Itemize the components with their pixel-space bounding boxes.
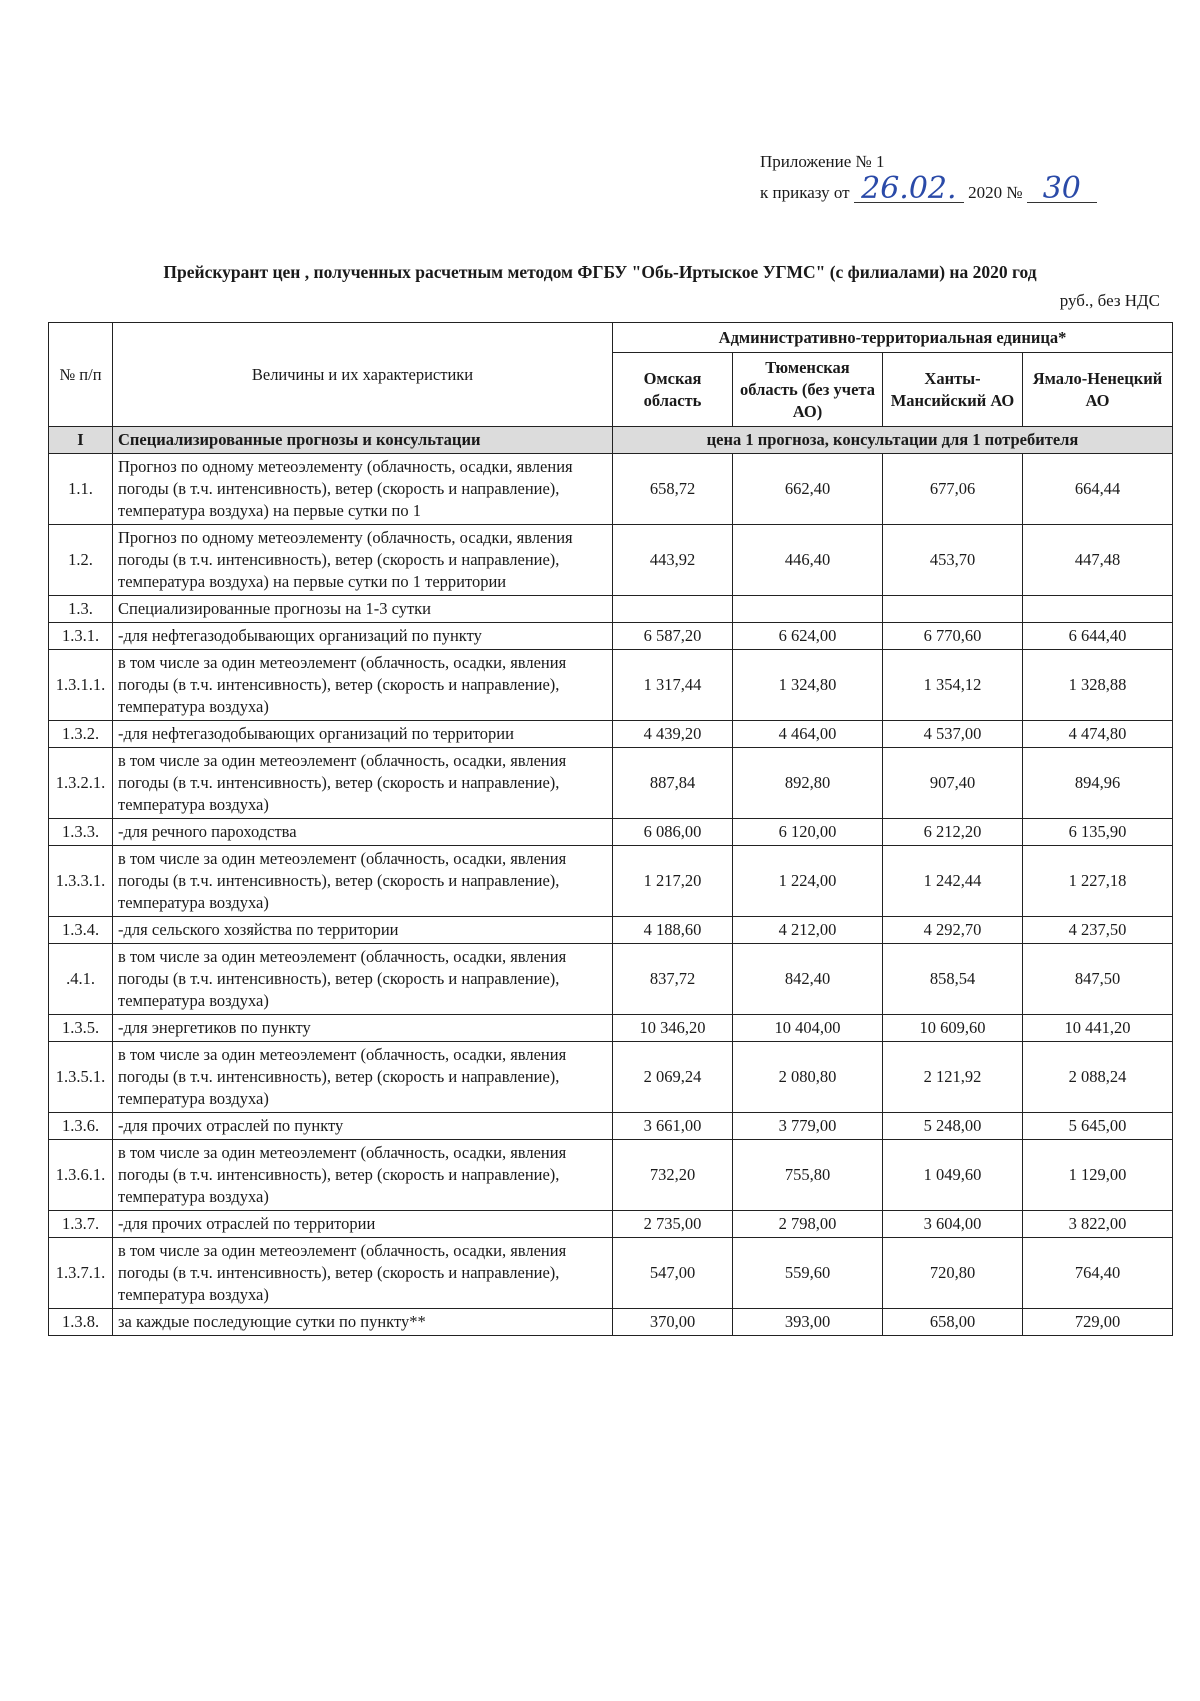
row-value: 732,20 xyxy=(613,1140,733,1211)
header-region-group: Административно-территориальная единица* xyxy=(613,323,1173,353)
row-value: 5 645,00 xyxy=(1023,1113,1173,1140)
row-value: 3 822,00 xyxy=(1023,1211,1173,1238)
table-row xyxy=(49,525,1173,596)
row-value xyxy=(1023,596,1173,623)
row-value: 6 086,00 xyxy=(613,819,733,846)
table-row xyxy=(49,846,1173,917)
row-value: 5 248,00 xyxy=(883,1113,1023,1140)
table-row xyxy=(49,748,1173,819)
row-value: 658,72 xyxy=(613,454,733,525)
row-value: 664,44 xyxy=(1023,454,1173,525)
table-row xyxy=(49,944,1173,1015)
row-value: 847,50 xyxy=(1023,944,1173,1015)
row-value: 1 317,44 xyxy=(613,650,733,721)
row-value: 658,00 xyxy=(883,1309,1023,1336)
row-value: 1 328,88 xyxy=(1023,650,1173,721)
row-value: 729,00 xyxy=(1023,1309,1173,1336)
table-row xyxy=(49,596,1173,623)
handwritten-date: 26.02. xyxy=(854,176,964,203)
row-num: 1.3.6.1. xyxy=(49,1140,113,1211)
table-row xyxy=(49,650,1173,721)
section-note: цена 1 прогноза, консультации для 1 потребителя xyxy=(613,427,1173,454)
row-value: 10 404,00 xyxy=(733,1015,883,1042)
row-value: 3 661,00 xyxy=(613,1113,733,1140)
header-region: Омская область xyxy=(613,353,733,427)
row-num: 1.1. xyxy=(49,454,113,525)
row-value: 1 049,60 xyxy=(883,1140,1023,1211)
appendix-year: 2020 № xyxy=(968,183,1023,202)
row-value: 842,40 xyxy=(733,944,883,1015)
row-num: 1.3. xyxy=(49,596,113,623)
row-value: 4 188,60 xyxy=(613,917,733,944)
row-value: 2 121,92 xyxy=(883,1042,1023,1113)
table-row xyxy=(49,623,1173,650)
table-row xyxy=(49,1113,1173,1140)
row-desc: -для энергетиков по пункту xyxy=(113,1015,613,1042)
header-num: № п/п xyxy=(49,323,113,427)
section-row xyxy=(49,427,1173,454)
price-table xyxy=(48,322,1173,1336)
table-row xyxy=(49,1309,1173,1336)
units-note: руб., без НДС xyxy=(1059,291,1160,310)
appendix-line2 xyxy=(760,171,1120,207)
appendix-order-prefix: к приказу от xyxy=(760,183,850,202)
row-value: 6 770,60 xyxy=(883,623,1023,650)
table-row xyxy=(49,1140,1173,1211)
handwritten-order-number: 30 xyxy=(1027,176,1097,203)
row-num: 1.3.6. xyxy=(49,1113,113,1140)
table-row xyxy=(49,454,1173,525)
row-value: 6 644,40 xyxy=(1023,623,1173,650)
row-num: 1.3.7. xyxy=(49,1211,113,1238)
row-value xyxy=(733,596,883,623)
header-region: Ямало-Ненецкий АО xyxy=(1023,353,1173,427)
row-value: 1 217,20 xyxy=(613,846,733,917)
row-value: 1 242,44 xyxy=(883,846,1023,917)
row-desc: в том числе за один метеоэлемент (облачность, осадки, явления погоды (в т.ч. интенсивность), ветер (скорость и направление), температура воздуха) xyxy=(113,1238,613,1309)
section-num: I xyxy=(49,427,113,454)
row-num: 1.3.3. xyxy=(49,819,113,846)
row-value: 2 088,24 xyxy=(1023,1042,1173,1113)
row-value: 4 212,00 xyxy=(733,917,883,944)
row-value: 4 537,00 xyxy=(883,721,1023,748)
row-value: 1 129,00 xyxy=(1023,1140,1173,1211)
row-value: 1 324,80 xyxy=(733,650,883,721)
table-row xyxy=(49,819,1173,846)
row-value: 1 224,00 xyxy=(733,846,883,917)
row-num: 1.3.7.1. xyxy=(49,1238,113,1309)
row-value: 3 604,00 xyxy=(883,1211,1023,1238)
row-value: 6 135,90 xyxy=(1023,819,1173,846)
row-value: 4 439,20 xyxy=(613,721,733,748)
row-value: 393,00 xyxy=(733,1309,883,1336)
row-num: 1.3.5.1. xyxy=(49,1042,113,1113)
row-desc: -для прочих отраслей по территории xyxy=(113,1211,613,1238)
row-desc: Прогноз по одному метеоэлементу (облачность, осадки, явления погоды (в т.ч. интенсивность), ветер (скорость и направление), температура воздуха) на первые сутки по 1 территории xyxy=(113,525,613,596)
table-row xyxy=(49,1015,1173,1042)
row-value: 887,84 xyxy=(613,748,733,819)
row-desc: -для сельского хозяйства по территории xyxy=(113,917,613,944)
row-num: 1.3.3.1. xyxy=(49,846,113,917)
row-value: 4 464,00 xyxy=(733,721,883,748)
row-num: 1.3.2. xyxy=(49,721,113,748)
row-value: 662,40 xyxy=(733,454,883,525)
row-value: 10 441,20 xyxy=(1023,1015,1173,1042)
document-title: Прейскурант цен , полученных расчетным методом ФГБУ "Обь-Иртыское УГМС" (с филиалами) на 2020 год xyxy=(163,262,1037,282)
header-desc: Величины и их характеристики xyxy=(113,323,613,427)
row-value: 4 237,50 xyxy=(1023,917,1173,944)
header-region: Тюменская область (без учета АО) xyxy=(733,353,883,427)
row-value: 907,40 xyxy=(883,748,1023,819)
row-value: 10 609,60 xyxy=(883,1015,1023,1042)
row-desc: в том числе за один метеоэлемент (облачность, осадки, явления погоды (в т.ч. интенсивность), ветер (скорость и направление), температура воздуха) xyxy=(113,748,613,819)
row-desc: Специализированные прогнозы на 1-3 сутки xyxy=(113,596,613,623)
row-value: 559,60 xyxy=(733,1238,883,1309)
section-title: Специализированные прогнозы и консультации xyxy=(113,427,613,454)
row-value: 453,70 xyxy=(883,525,1023,596)
row-value: 755,80 xyxy=(733,1140,883,1211)
row-desc: в том числе за один метеоэлемент (облачность, осадки, явления погоды (в т.ч. интенсивность), ветер (скорость и направление), температура воздуха) xyxy=(113,846,613,917)
row-value: 894,96 xyxy=(1023,748,1173,819)
row-num: 1.3.1. xyxy=(49,623,113,650)
header-region: Ханты-Мансийский АО xyxy=(883,353,1023,427)
row-desc: Прогноз по одному метеоэлементу (облачность, осадки, явления погоды (в т.ч. интенсивность), ветер (скорость и направление), температура воздуха) на первые сутки по 1 xyxy=(113,454,613,525)
row-value: 6 120,00 xyxy=(733,819,883,846)
table-row xyxy=(49,1211,1173,1238)
row-value: 447,48 xyxy=(1023,525,1173,596)
row-value: 547,00 xyxy=(613,1238,733,1309)
row-value: 443,92 xyxy=(613,525,733,596)
table-row xyxy=(49,1238,1173,1309)
row-desc: в том числе за один метеоэлемент (облачность, осадки, явления погоды (в т.ч. интенсивность), ветер (скорость и направление), температура воздуха) xyxy=(113,944,613,1015)
row-value xyxy=(883,596,1023,623)
row-value: 720,80 xyxy=(883,1238,1023,1309)
row-value: 4 474,80 xyxy=(1023,721,1173,748)
row-desc: в том числе за один метеоэлемент (облачность, осадки, явления погоды (в т.ч. интенсивность), ветер (скорость и направление), температура воздуха) xyxy=(113,1042,613,1113)
row-value: 2 069,24 xyxy=(613,1042,733,1113)
row-value xyxy=(613,596,733,623)
row-desc: в том числе за один метеоэлемент (облачность, осадки, явления погоды (в т.ч. интенсивность), ветер (скорость и направление), температура воздуха) xyxy=(113,1140,613,1211)
row-num: 1.3.8. xyxy=(49,1309,113,1336)
row-num: 1.3.5. xyxy=(49,1015,113,1042)
appendix-block xyxy=(760,148,1120,207)
row-desc: в том числе за один метеоэлемент (облачность, осадки, явления погоды (в т.ч. интенсивность), ветер (скорость и направление), температура воздуха) xyxy=(113,650,613,721)
table-row xyxy=(49,1042,1173,1113)
row-desc: -для прочих отраслей по пункту xyxy=(113,1113,613,1140)
row-value: 4 292,70 xyxy=(883,917,1023,944)
row-value: 2 080,80 xyxy=(733,1042,883,1113)
table-row xyxy=(49,721,1173,748)
row-desc: -для нефтегазодобывающих организаций по пункту xyxy=(113,623,613,650)
row-value: 837,72 xyxy=(613,944,733,1015)
row-num: .4.1. xyxy=(49,944,113,1015)
row-value: 6 587,20 xyxy=(613,623,733,650)
row-value: 892,80 xyxy=(733,748,883,819)
row-value: 858,54 xyxy=(883,944,1023,1015)
row-num: 1.2. xyxy=(49,525,113,596)
row-value: 764,40 xyxy=(1023,1238,1173,1309)
table-row xyxy=(49,917,1173,944)
row-value: 6 212,20 xyxy=(883,819,1023,846)
row-value: 2 735,00 xyxy=(613,1211,733,1238)
row-desc: -для речного пароходства xyxy=(113,819,613,846)
row-value: 1 227,18 xyxy=(1023,846,1173,917)
appendix-line1: Приложение № 1 xyxy=(760,152,885,171)
row-num: 1.3.2.1. xyxy=(49,748,113,819)
row-value: 3 779,00 xyxy=(733,1113,883,1140)
row-desc: за каждые последующие сутки по пункту** xyxy=(113,1309,613,1336)
row-value: 677,06 xyxy=(883,454,1023,525)
row-value: 6 624,00 xyxy=(733,623,883,650)
row-value: 1 354,12 xyxy=(883,650,1023,721)
row-value: 2 798,00 xyxy=(733,1211,883,1238)
row-value: 370,00 xyxy=(613,1309,733,1336)
row-num: 1.3.4. xyxy=(49,917,113,944)
row-desc: -для нефтегазодобывающих организаций по территории xyxy=(113,721,613,748)
row-value: 10 346,20 xyxy=(613,1015,733,1042)
row-num: 1.3.1.1. xyxy=(49,650,113,721)
row-value: 446,40 xyxy=(733,525,883,596)
